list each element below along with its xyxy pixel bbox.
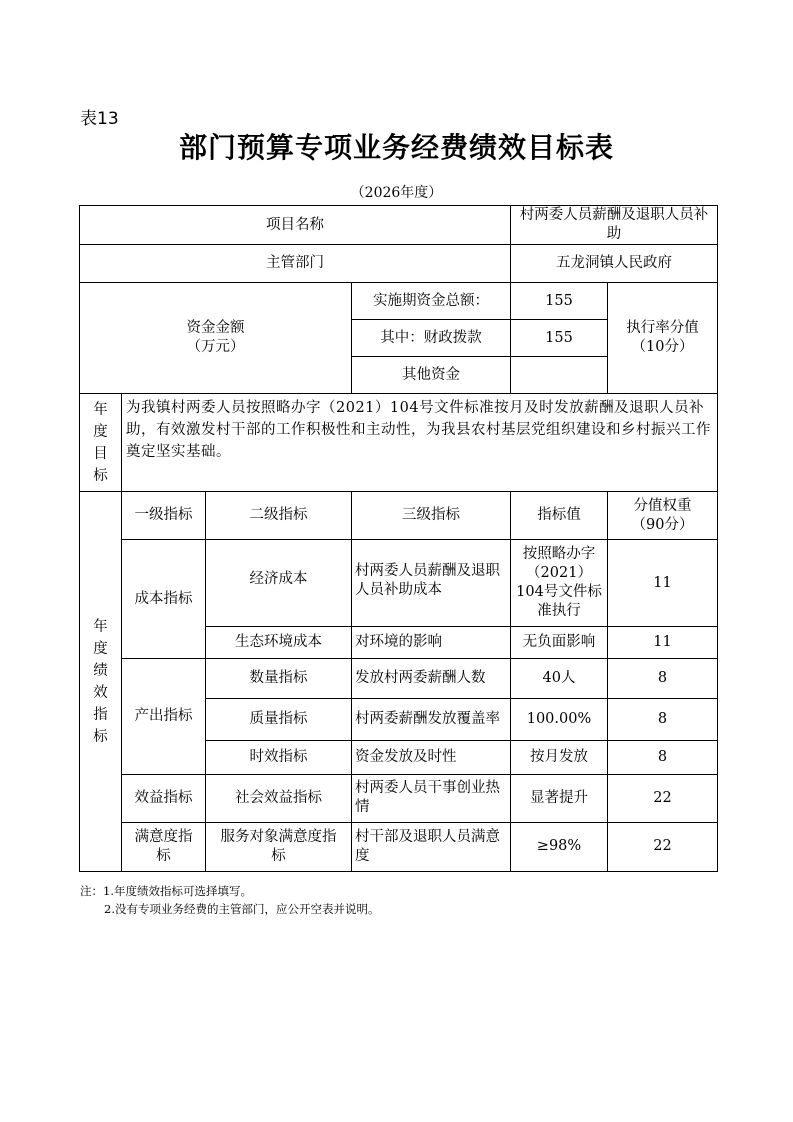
funds-label-line2: （万元） [186, 339, 245, 356]
funds-label-line1: 资金金额 [186, 320, 245, 337]
goal-label-char: 度 [93, 423, 108, 440]
goal-label-char: 标 [93, 467, 108, 484]
satisfaction-value: ≥98% [511, 822, 608, 871]
execution-score-line2: （10分） [631, 339, 694, 356]
funds-other-label: 其他资金 [352, 357, 511, 394]
eco-level3: 对环境的影响 [352, 626, 511, 658]
satisfaction-level1: 满意度指标 [122, 822, 206, 871]
benefit-value: 显著提升 [511, 774, 608, 822]
table-number: 表13 [80, 109, 119, 129]
time-weight: 8 [608, 740, 718, 774]
perf-label-char: 绩 [93, 662, 108, 679]
time-value: 按月发放 [511, 740, 608, 774]
satisfaction-level2: 服务对象满意度指标 [206, 822, 352, 871]
department-value: 五龙洞镇人民政府 [511, 245, 718, 283]
year-label: （2026年度） [350, 185, 443, 201]
time-level3: 资金发放及时性 [352, 740, 511, 774]
quality-level2: 质量指标 [206, 698, 352, 740]
funds-fiscal-value: 155 [511, 320, 608, 357]
funds-total-value: 155 [511, 283, 608, 320]
quality-weight: 8 [608, 698, 718, 740]
goal-label-char: 目 [93, 445, 108, 462]
head-weight-line2: （90分） [631, 516, 694, 533]
footnote-2: 2.没有专项业务经费的主管部门，应公开空表并说明。 [104, 902, 380, 916]
econ-value: 按照略办字（2021）104号文件标准执行 [511, 540, 608, 626]
head-level3: 三级指标 [352, 492, 511, 540]
eco-level2: 生态环境成本 [206, 626, 352, 658]
execution-score-line1: 执行率分值 [626, 320, 699, 337]
cost-level1: 成本指标 [122, 540, 206, 658]
head-weight-line1: 分值权重 [633, 497, 692, 514]
funds-label [80, 283, 352, 394]
funds-fiscal-label: 其中：财政拨款 [352, 320, 511, 357]
perf-label-char: 效 [93, 684, 108, 701]
benefit-level1: 效益指标 [122, 774, 206, 822]
quality-level3: 村两委薪酬发放覆盖率 [352, 698, 511, 740]
funds-other-value [511, 357, 608, 394]
econ-weight: 11 [608, 540, 718, 626]
execution-score [608, 283, 718, 394]
perf-label-char: 度 [93, 640, 108, 657]
perf-label-char: 指 [93, 706, 108, 723]
qty-weight: 8 [608, 658, 718, 698]
econ-level3: 村两委人员薪酬及退职人员补助成本 [352, 540, 511, 626]
performance-table [79, 205, 718, 872]
head-level2: 二级指标 [206, 492, 352, 540]
project-name-value: 村两委人员薪酬及退职人员补助 [511, 206, 718, 245]
satisfaction-weight: 22 [608, 822, 718, 871]
page-title: 部门预算专项业务经费绩效目标表 [178, 131, 614, 164]
satisfaction-level3: 村干部及退职人员满意度 [352, 822, 511, 871]
perf-label-char: 年 [93, 618, 108, 635]
eco-weight: 11 [608, 626, 718, 658]
head-value: 指标值 [511, 492, 608, 540]
qty-level2: 数量指标 [206, 658, 352, 698]
qty-value: 40人 [511, 658, 608, 698]
funds-total-label: 实施期资金总额： [352, 283, 511, 320]
footnotes [80, 882, 379, 918]
perf-label-char: 标 [93, 728, 108, 745]
goal-label [80, 394, 122, 492]
goal-label-char: 年 [93, 401, 108, 418]
department-label: 主管部门 [80, 245, 511, 283]
project-name-label: 项目名称 [80, 206, 511, 245]
output-level1: 产出指标 [122, 658, 206, 774]
benefit-weight: 22 [608, 774, 718, 822]
head-weight [608, 492, 718, 540]
head-level1: 一级指标 [122, 492, 206, 540]
quality-value: 100.00% [511, 698, 608, 740]
goal-text: 为我镇村两委人员按照略办字（2021）104号文件标准按月及时发放薪酬及退职人员补助，有效激发村干部的工作积极性和主动性，为我县农村基层党组织建设和乡村振兴工作奠定坚实基础。 [122, 394, 718, 492]
footnote-1: 注：1.年度绩效指标可选择填写。 [80, 884, 252, 898]
perf-label [80, 492, 122, 872]
time-level2: 时效指标 [206, 740, 352, 774]
econ-level2: 经济成本 [206, 540, 352, 626]
benefit-level3: 村两委人员干事创业热情 [352, 774, 511, 822]
benefit-level2: 社会效益指标 [206, 774, 352, 822]
eco-value: 无负面影响 [511, 626, 608, 658]
qty-level3: 发放村两委薪酬人数 [352, 658, 511, 698]
